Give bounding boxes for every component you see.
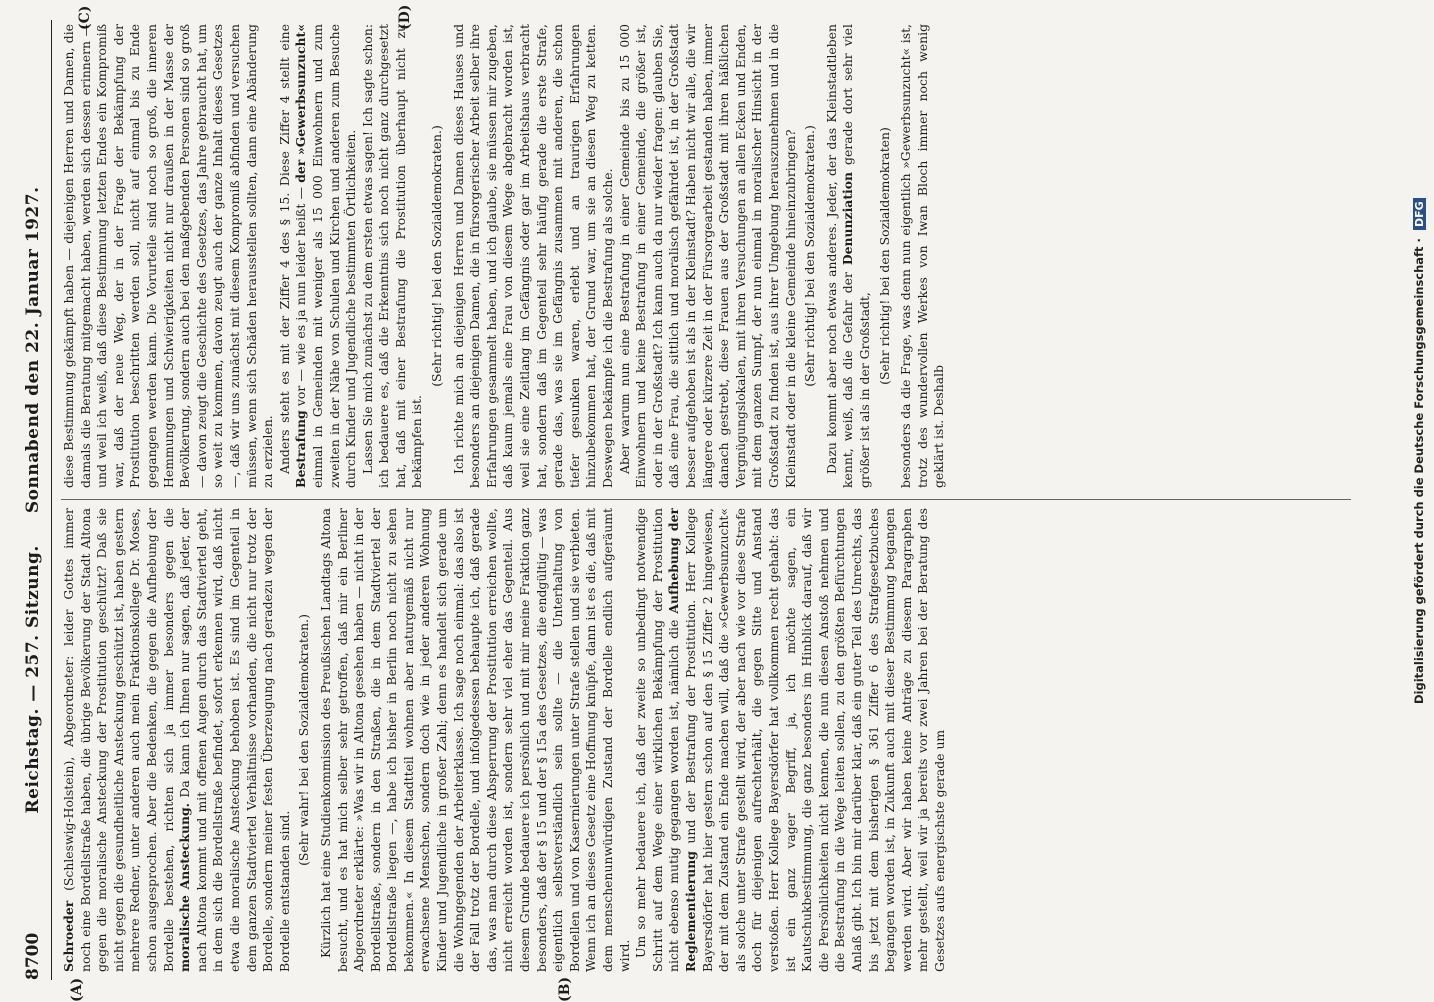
interjection: (Sehr wahr! bei den Sozialdemokraten.) bbox=[296, 614, 312, 866]
page-header bbox=[17, 20, 52, 980]
emphasis-text: Aufhebung der Reglementierung bbox=[666, 508, 698, 972]
paragraph: Kürzlich hat eine Studienkommission des Preußischen Landtags Altona besucht, und es hat mich selber sehr getroffen, daß mir ein Berliner Abgeordneter erklärte: »Was wir in Altona gesehen haben — nicht in der Bordellstraße, sondern in den Straßen, die in dem Stadtviertel der Bordellstraße liegen —, habe ich bisher in Berlin noch nicht zu sehen bekommen.« In diesem Stadtteil wohnen aber naturgemäß nicht nur erwachsene Menschen, sondern doch wie in jeder anderen Wohnung Kinder und Jugendliche in großer Zahl; denn es handelt sich gerade um die Wohngegenden der Arbeiterklasse. Ich sage noch einmal: das also ist der Fall trotz der Bordelle, und infolgedessen behaupte ich, daß gerade das, was man durch diese Absperrung der Prostitution erreichen wollte, nicht erreicht worden ist, sondern sehr viel eher das Gegenteil. Aus diesem Grunde bedauere ich persönlich und mit mir meine Fraktion ganz besonders, daß der § 15 und der § 15a des Gesetzes, die endgültig — was eigentlich selbstverständlich sein sollte — die Unterhaltung von Bordellen und von Kasernierungen unter Strafe stellen und sie verbieten. Wenn ich an dieses Gesetz eine Hoffnung knüpfe, dann ist es die, daß mit dem menschenunwürdigen Zustand der Bordelle endlich aufgeräumt wird. bbox=[317, 508, 632, 972]
speaker-note: (Schleswig-Holstein), Abgeordneter: bbox=[61, 655, 76, 891]
paragraph bbox=[633, 508, 948, 972]
paragraph: Ich richte mich an diejenigen Herren und Damen dieses Hauses und besonders an diejenigen Damen, die in fürsorgerischer Arbeit selber ihre Erfahrungen gesammelt haben, und ich glaube, sie müssen mir zugeben, daß kaum jemals eine Frau von diesem Wege abgebracht worden ist, weil sie eine Zeitlang im Gefängnis oder gar im Arbeitshaus verbracht hat, sondern daß im Gegenteil sehr häufig gerade die erste Strafe, gerade das, was sie im Gefängnis zusammen mit anderen, die schon tiefer gesunken waren, erlebt und an traurigen Erfahrungen hinzubekommen hat, der Grund war, um sie an diesen Weg zu ketten. Deswegen bekämpfe ich die Bestrafung als solche. bbox=[450, 24, 615, 488]
paragraph bbox=[277, 24, 360, 488]
rotated-page-content bbox=[17, 4, 1357, 1002]
margin-mark-b: (B) bbox=[557, 976, 573, 1002]
column-divider bbox=[61, 499, 1351, 500]
header-date: Sonnabend den 22. Januar 1927. bbox=[23, 186, 43, 514]
paragraph-text: Dazu kommt aber noch etwas anderes. Jeder, der das Kleinstadtleben kennt, weiß, daß die Gefahr der bbox=[823, 24, 856, 488]
credit-line bbox=[1412, 24, 1430, 704]
interjection: (Sehr richtig! bei den Sozialdemokraten.) bbox=[802, 125, 818, 387]
dfg-logo: DFG bbox=[1413, 198, 1426, 230]
margin-mark-a: (A) bbox=[69, 977, 85, 1002]
paragraph-text: und der Bestrafung der Prostitution. Herr Kollege Bayersdörfer hat hier gestern schon auf den § 15 Ziffer 2 hingewiesen, der mit dem Zustand ein Ende machen will, daß die »Gewerbsunzucht« als solche unter Strafe gestellt wird, der aber nach wie vor diese Strafe doch für diejenigen aufrechterhält, die gegen Sitte und Anstand verstoßen. Herr Kollege Bayersdörfer hat vollkommen recht gehabt: das ist ein ganz vager Begriff, ja, ich möchte sagen, ein Kautschukbestimmung, die ganz besonders im Hinblick darauf, daß wir die Persönlichkeiten nicht kennen, die nun diesen Anstoß nehmen und die Bestrafung in die Wege leiten sollen, zu den größten Befürchtungen Anlaß gibt. Ich bin mir darüber klar, daß ein guter Teil des Unrechts, das bis jetzt mit dem bisherigen § 361 Ziffer 6 des Strafgesetzbuches begangen worden ist, in Zukunft auch mit dieser Bestimmung begangen werden wird. Aber wir haben keine Anträge zu diesem Paragraphen mehr gestellt, weil wir ja bereits vor zwei Jahren bei der Beratung des Gesetzes aufs energischste gerade um bbox=[682, 508, 947, 972]
paragraph-text: vor — wie es ja nun leider heißt — bbox=[293, 187, 309, 407]
speaker-name: Schroeder bbox=[61, 900, 76, 972]
credit-text: Digitalisierung gefördert durch die Deutsche Forschungsgemeinschaft · bbox=[1412, 238, 1426, 704]
emphasis-text: Bestrafung bbox=[293, 410, 309, 488]
paragraph bbox=[61, 508, 293, 972]
emphasis-text: Denunziation bbox=[840, 171, 856, 266]
paragraph-text: leider Gottes immer noch eine Bordellstraße haben, die übrige Bevölkerung der Stadt Altona gegen die moralische Ansteckung der Prostitution geschützt? Daß sie nicht gegen die gesundheitliche Ansteckung geschützt ist, haben gestern mehrere Redner, unter anderen auch mein Fraktionskollege Dr. Moses, schon ausgesprochen. Aber die Bedenken, die gegen die Aufhebung der Bordelle bestehen, richten sich ja immer besonders gegen die bbox=[61, 508, 176, 972]
paragraph: besonders da die Frage, was denn nun eigentlich »Gewerbsunzucht« ist, trotz des wundervollen Werkes von Iwan Bloch immer noch wenig geklärt ist. Deshalb bbox=[898, 24, 947, 488]
paragraph bbox=[824, 24, 874, 488]
interjection: (Sehr richtig! bei den Sozialdemokraten) bbox=[876, 127, 892, 385]
header-title-line bbox=[23, 20, 43, 980]
paragraph-text: Anders steht es mit der Ziffer 4 des § 15. Diese Ziffer 4 stellt eine bbox=[276, 24, 292, 474]
paragraph-text: Um so mehr bedauere ich, daß der zweite so unbedingt notwendige Schritt auf dem Wege einer wirklichen Bekämpfung der Prostitution nicht ebenso mutig gegangen worden ist, nämlich die bbox=[633, 508, 682, 972]
margin-mark-c: (C) bbox=[77, 5, 93, 30]
paragraph: Lassen Sie mich zunächst zu dem ersten etwas sagen! Ich sagte schon: ich bedauere es, daß die Erkenntnis sich noch nicht ganz durchgesetzt hat, daß mit einer Bestrafung die Prostitution überhaupt nicht zu bekämpfen ist. bbox=[359, 24, 425, 488]
header-title: Reichstag. — 257. Sitzung. bbox=[23, 545, 43, 814]
paragraph-text: einmal in Gemeinden mit weniger als 15 000 Einwohnern und zum zweiten in der Nähe von Schulen und Kirchen und anderen zum Besuche durch Kinder und Jugendliche bestimmten Örtlichkeiten. bbox=[309, 24, 359, 488]
paragraph: Aber warum nun eine Bestrafung in einer Gemeinde bis zu 15 000 Einwohnern und keine Bestrafung in einer Gemeinde, die größer ist, oder in der Großstadt? Ich kann auch da nur wieder fragen: glauben Sie, daß eine Frau, die sittlich und moralisch gefährdet ist, in der Großstadt besser aufgehoben ist als in der Kleinstadt? Haben nicht wir alle, die wir längere oder kürzere Zeit in der Fürsorgearbeit gestanden haben, immer danach gestrebt, diese Frauen aus der Großstadt mit ihren häßlichen Vergnügungslokalen, mit ihren Versuchungen an allen Ecken und Enden, mit dem ganzen Sumpf, der nun einmal in moralischer Hinsicht in der Großstadt zu finden ist, aus ihrer Umgebung herauszunehmen und in die Kleinstadt oder in die kleine Gemeinde hineinzubringen? bbox=[616, 24, 798, 488]
left-column bbox=[61, 508, 1351, 972]
paragraph-text: gerade dort sehr viel größer ist als in der Großstadt, bbox=[840, 24, 872, 488]
margin-mark-d: (D) bbox=[397, 4, 413, 30]
right-column bbox=[61, 24, 1351, 488]
emphasis-text: der »Gewerbsunzucht« bbox=[293, 24, 309, 183]
interjection: (Sehr richtig! bei den Sozialdemokraten.) bbox=[429, 125, 445, 387]
emphasis-text: moralische Ansteckung. bbox=[177, 803, 193, 972]
digitization-credit bbox=[1410, 4, 1434, 704]
page-number: 8700 bbox=[23, 932, 43, 980]
paragraph: diese Bestimmung gekämpft haben — diejenigen Herren und Damen, die damals die Beratung mitgemacht haben, werden sich dessen erinnern — und weil ich weiß, daß diese Bestimmung letzten Endes ein Kompromiß war, daß der neue Weg, der in der Frage der Bekämpfung der Prostitution beschritten werden soll, nicht auf einmal bis zu Ende gegangen werden kann. Die Vorurteile sind noch so groß, die inneren Hemmungen und Schwierigkeiten nicht nur draußen in der Masse der Bevölkerung, sondern auch bei den maßgebenden Personen sind so groß — davon zeugt die Geschichte des Gesetzes, das Jahre gebraucht hat, um so weit zu kommen, davon zeugt auch der ganze Inhalt dieses Gesetzes —, daß wir uns zunächst mit diesem Kompromiß abfinden und versuchen müssen, wenn sich Schäden herausstellen sollten, dann eine Abänderung zu erzielen. bbox=[61, 24, 276, 488]
paragraph-text: Da kann ich Ihnen nur sagen, daß jeder, der nach Altona kommt und mit offenen Augen durch das Stadtviertel geht, in dem sich die Bordellstraße befindet, sofort erkennen wird, daß nicht etwa die moralische Ansteckung behoben ist. Es sind im Gegenteil in dem ganzen Stadtviertel Verhältnisse vorhanden, die nicht nur trotz der Bordelle, sondern meiner festen Überzeugung nach geradezu wegen der Bordelle entstanden sind. bbox=[177, 508, 292, 972]
